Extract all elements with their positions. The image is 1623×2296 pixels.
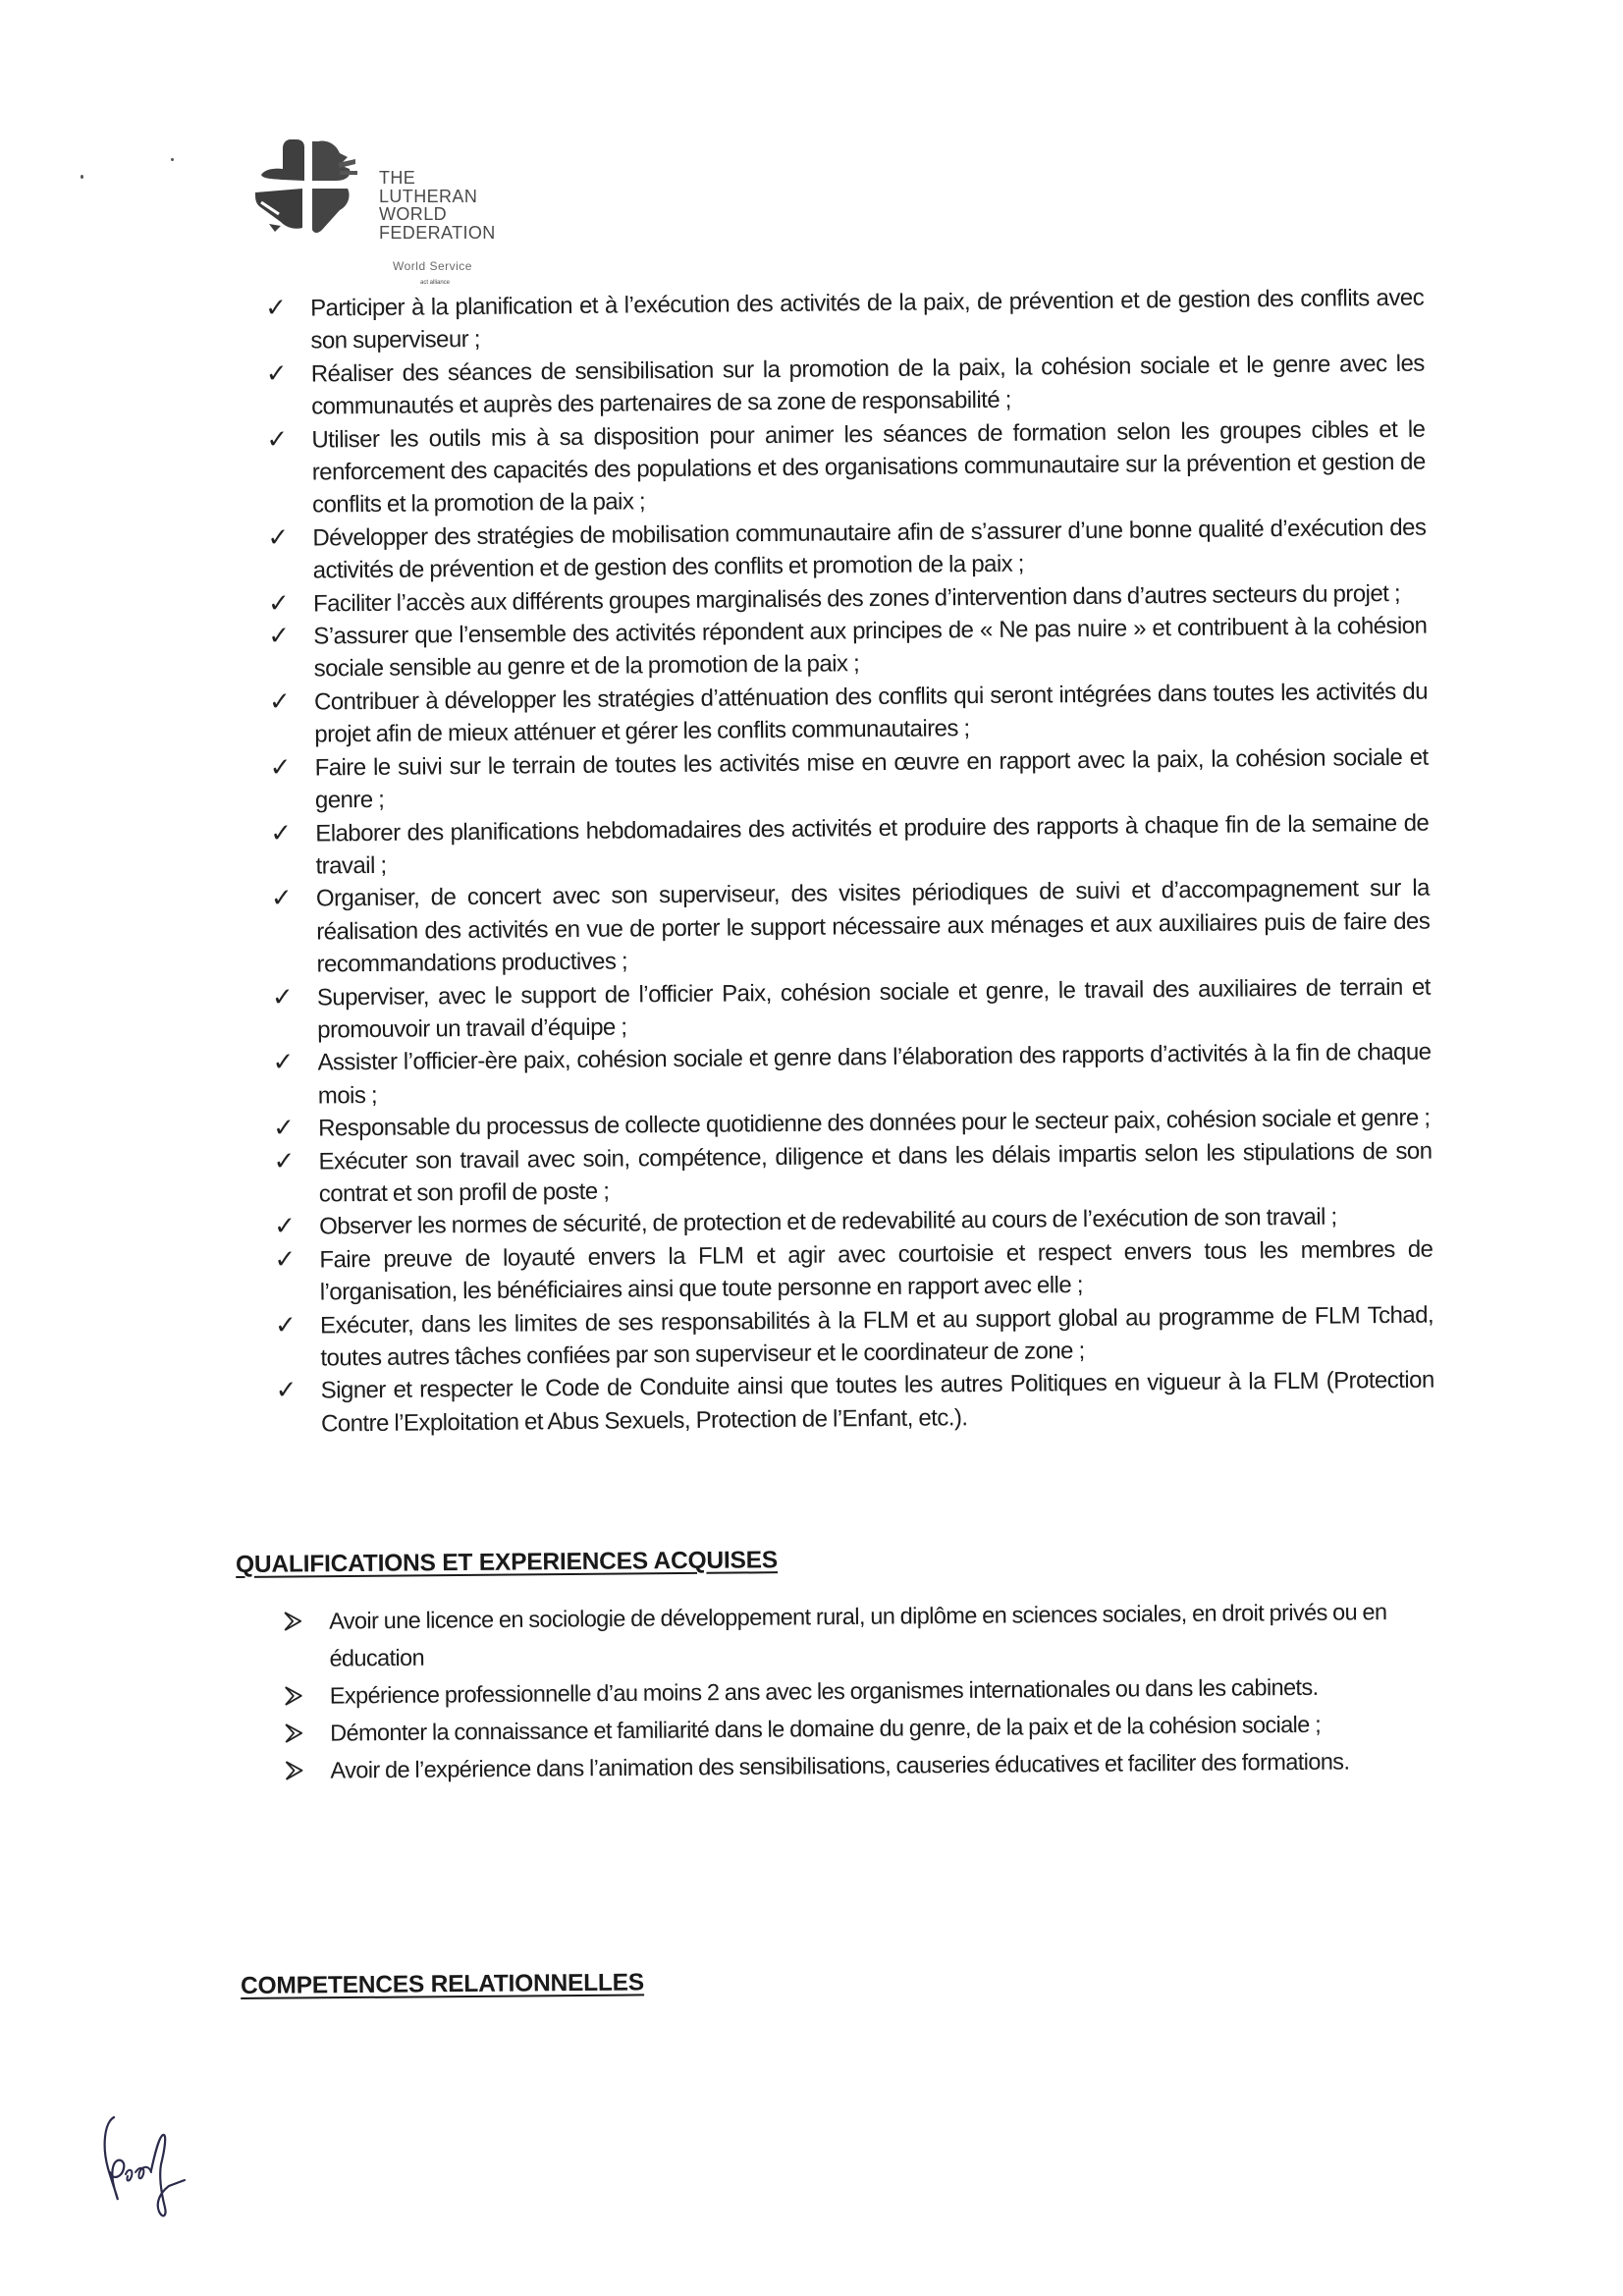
duty-item [271,872,1431,982]
duty-item [269,740,1429,817]
duty-text: Responsable du processus de collecte quotidienne des données pour le secteur paix, cohésion sociale et genre ; [318,1104,1431,1142]
checkmark-icon: ✓ [274,1244,296,1275]
duty-text: Exécuter son travail avec soin, compétence, diligence et dans les délais impartis selon les stipulations de son contrat et son profil de poste ; [318,1137,1433,1208]
checkmark-icon: ✓ [275,1376,298,1406]
duty-text: Superviser, avec le support de l’officier Paix, cohésion sociale et genre, le travail des auxiliaires de terrain et promouvoir un travail d’équipe ; [316,973,1431,1044]
duty-text: S’assurer que l’ensemble des activités répondent aux principes de « Ne pas nuire » et contribuent à la cohésion sociale sensible au genre et de la promotion de la paix ; [313,612,1428,683]
checkmark-icon: ✓ [270,818,292,848]
duty-text: Faciliter l’accès aux différents groupes marginalisés des zones d’intervention dans d’autres secteurs du projet ; [312,579,1401,618]
qualification-text: Démonter la connaissance et familiarité dans le domaine du genre, de la paix et de la cohésion sociale ; [330,1711,1322,1746]
duty-text: Contribuer à développer les stratégies d’atténuation des conflits qui seront intégrées dans toutes les activités du projet afin de mieux atténuer et gérer les conflits communautaires ; [313,678,1429,748]
duty-item [268,610,1428,686]
scan-speck [81,175,83,179]
qualification-text: Avoir une licence en sociologie de développement rural, un diplôme en sciences sociales, en droit privés ou en éducation [329,1599,1387,1671]
checkmark-icon: ✓ [271,982,294,1012]
duty-item [273,1134,1433,1211]
section-heading-qualifications: QUALIFICATIONS ET EXPERIENCES ACQUISES [236,1547,779,1578]
duty-text: Réaliser des séances de sensibilisation sur la promotion de la paix, la cohésion sociale et le genre avec les communautés et auprès des partenaires de sa zone de responsabilité ; [310,350,1425,420]
duty-text: Participer à la planification et à l’exécution des activités de la paix, de prévention et de gestion des conflits avec son superviseur ; [310,284,1425,355]
checkmark-icon: ✓ [272,1048,294,1078]
arrowhead-icon [283,1610,302,1633]
duty-item [272,970,1432,1047]
organization-tagline: act alliance [420,280,451,286]
duty-text: Exécuter, dans les limites de ses responsabilités à la FLM et au support global au programme de FLM Tchad, toutes autres tâches confiées par son superviseur et le coordinateur de zone ; [319,1301,1434,1372]
arrowhead-icon [284,1759,303,1782]
checkmark-icon: ✓ [269,752,292,783]
organization-logo [253,137,528,295]
arrowhead-icon [284,1722,303,1745]
duty-text: Elaborer des planifications hebdomadaires des activités et produire des rapports à chaque fin de la semaine de travail ; [315,809,1430,880]
duty-text: Assister l’officier-ère paix, cohésion sociale et genre dans l’élaboration des rapports d’activités à la fin de chaque mois ; [317,1038,1432,1110]
qualification-text: Avoir de l’expérience dans l’animation des sensibilisations, causeries éducatives et faciliter des formations. [330,1748,1350,1783]
arrowhead-icon [284,1684,303,1708]
checkmark-icon: ✓ [267,588,290,619]
checkmark-icon: ✓ [270,884,293,914]
duty-text: Faire le suivi sur le terrain de toutes les activités mise en œuvre en rapport avec la paix, la cohésion sociale et genre ; [314,743,1429,814]
duty-item [274,1232,1434,1309]
checkmark-icon: ✓ [268,686,291,717]
checkmark-icon: ✓ [274,1310,297,1340]
org-name-line: FEDERATION [379,222,496,243]
checkmark-icon: ✓ [273,1113,295,1144]
organization-subtitle: World Service [393,259,472,273]
duty-item [265,282,1425,358]
duty-text: Observer les normes de sécurité, de protection et de redevabilité au cours de l’exécution de son travail ; [319,1203,1337,1240]
checkmark-icon: ✓ [273,1146,295,1176]
checkmark-icon: ✓ [265,293,287,323]
duty-item [270,806,1430,883]
duties-checklist [265,282,1434,1441]
duty-text: Organiser, de concert avec son superviseur, des visites périodiques de suivi et d’accompagnement sur la réalisation des activités en vue de porter le support nécessaire aux ménages et aux auxiliaires puis de faire des recommandations productives ; [315,874,1431,978]
org-name-line: LUTHERAN [379,186,478,206]
organization-name [379,169,496,242]
handwritten-initials-signature-icon [90,2109,208,2227]
checkmark-icon: ✓ [266,424,288,455]
checkmark-icon: ✓ [265,358,288,389]
duty-item [269,676,1429,752]
duty-item [266,347,1426,423]
duty-item [276,1364,1435,1441]
checkmark-icon: ✓ [268,621,290,652]
qualification-text: Expérience professionnelle d’au moins 2 ans avec les organismes internationales ou dans les cabinets. [329,1673,1319,1709]
duty-text: Faire preuve de loyauté envers la FLM et agir avec courtoisie et respect envers tous les membres de l’organisation, les bénéficiaires ainsi que toute personne en rapport avec elle ; [319,1235,1434,1306]
qualifications-list [283,1593,1414,1789]
duty-text: Utiliser les outils mis à sa disposition pour animer les séances de formation selon les groupes cibles et le renforcement des capacités des populations et des organisations communautaire sur la prévention et gestion de conflits et la promotion de la paix ; [311,415,1426,519]
org-name-line: THE [379,168,416,188]
scan-speck [171,158,174,161]
checkmark-icon: ✓ [273,1212,296,1242]
duty-item [267,512,1427,588]
duty-item [272,1036,1432,1113]
duty-item [266,412,1426,522]
org-name-line: WORLD [379,204,447,224]
duty-item [275,1298,1434,1375]
duty-text: Signer et respecter le Code de Conduite ainsi que toutes les autres Politiques en vigueur à la FLM (Protection Contre l’Exploitation et Abus Sexuels, Protection de l’Enfant, etc.). [320,1367,1434,1438]
section-heading-competences: COMPETENCES RELATIONNELLES [241,1969,645,1999]
qualification-item [283,1593,1413,1677]
duty-text: Développer des stratégies de mobilisation communautaire afin de s’assurer d’une bonne qualité d’exécution des activités de prévention et de gestion des conflits et promotion de la paix ; [312,514,1427,584]
lwf-hands-cross-logo-icon [253,137,361,241]
checkmark-icon: ✓ [267,522,289,553]
